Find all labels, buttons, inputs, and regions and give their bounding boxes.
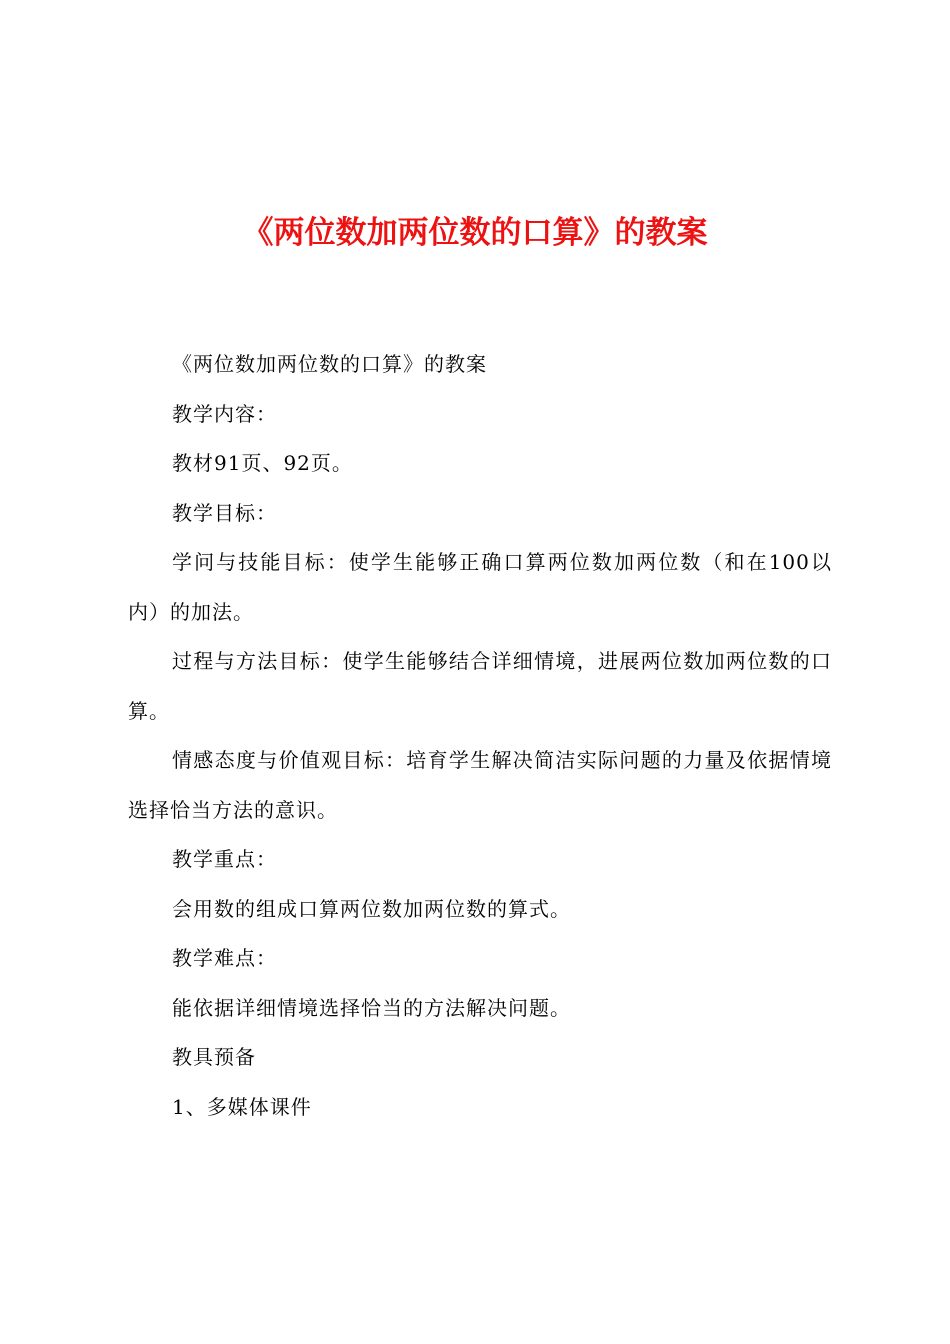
paragraph-subtitle: 《两位数加两位数的口算》的教案 [172,352,487,376]
paragraph-materials-heading: 教具预备 [172,1045,256,1069]
paragraph-teaching-content-heading: 教学内容： [172,401,277,426]
paragraph-teaching-content: 教材91页、92页。 [172,451,353,475]
paragraph-process-goal: 过程与方法目标：使学生能够结合详细情境，进展两位数加两位数的口算。 [128,649,832,723]
paragraph-knowledge-goal: 学问与技能目标：使学生能够正确口算两位数加两位数（和在100以内）的加法。 [128,550,832,624]
paragraph-key-points: 会用数的组成口算两位数加两位数的算式。 [172,896,571,921]
paragraph-teaching-goals-heading: 教学目标： [172,500,277,525]
paragraph-materials-item: 1、多媒体课件 [172,1094,312,1119]
document-title: 《两位数加两位数的口算》的教案 [242,215,708,251]
paragraph-difficulties: 能依据详细情境选择恰当的方法解决问题。 [172,995,571,1020]
paragraph-emotion-goal: 情感态度与价值观目标：培育学生解决简洁实际问题的力量及依据情境选择恰当方法的意识。 [128,748,832,822]
paragraph-difficulties-heading: 教学难点： [172,946,277,970]
document-body [128,340,832,1132]
paragraph-key-points-heading: 教学重点： [172,847,277,871]
